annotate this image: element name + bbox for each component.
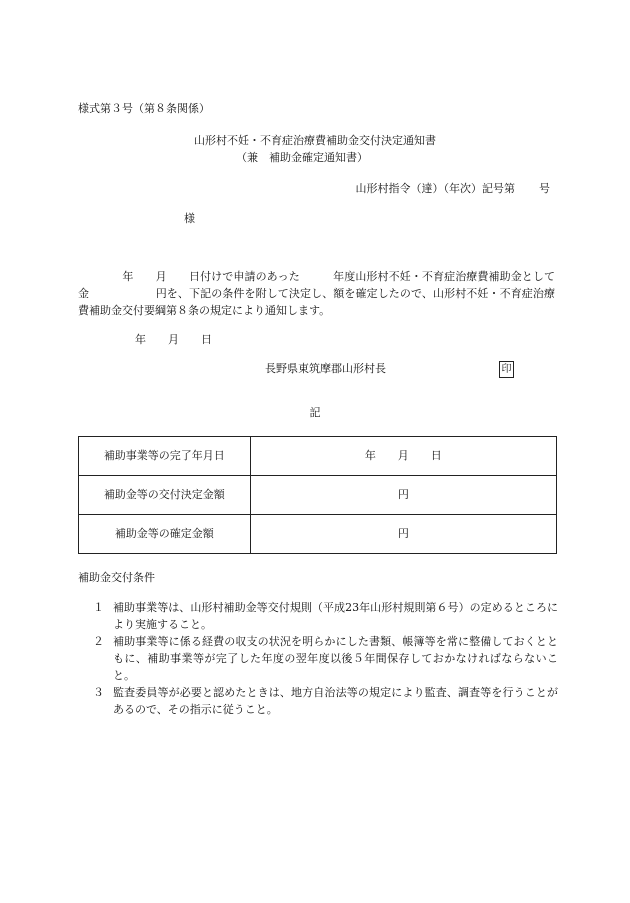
reference-suffix: 号 xyxy=(539,182,550,195)
addressee-honorific: 様 xyxy=(184,212,195,225)
condition-number: ３ xyxy=(93,686,104,699)
form-number: 様式第３号（第８条関係） xyxy=(78,102,210,115)
condition-item xyxy=(93,633,558,684)
date-month-label: 月 xyxy=(168,333,179,346)
condition-text: 監査委員等が必要と認めたときは、地方自治法等の規定により監査、調査等を行うことがあるので、その指示に従うこと。 xyxy=(113,686,558,716)
date-day-label: 日 xyxy=(201,333,212,346)
issuer-name: 長野県東筑摩郡山形村長 xyxy=(265,362,386,375)
notification-body: 年 月 日付けで申請のあった 年度山形村不妊・不育症治療費補助金として金 円を、下記の条件を附して決定し、額を確定したので、山形村不妊・不育症治療費補助金交付要綱第８条の規定により通知します。 xyxy=(78,270,555,317)
table-row xyxy=(79,476,557,515)
condition-number: ２ xyxy=(93,635,104,648)
issue-date xyxy=(135,332,212,349)
condition-text: 補助事業等は、山形村補助金等交付規則（平成23年山形村規則第６号）の定めるところにより実施すること。 xyxy=(113,601,558,631)
table-cell-label: 補助金等の交付決定金額 xyxy=(79,476,251,515)
ki-heading: 記 xyxy=(309,406,321,419)
condition-text: 補助事業等に係る経費の収支の状況を明らかにした書類、帳簿等を常に整備しておくとともに、補助事業等が完了した年度の翌年度以後５年間保存しておかなければならないこと。 xyxy=(113,635,558,682)
condition-item xyxy=(93,599,558,633)
reference-prefix: 山形村指令（達）（年次）記号第 xyxy=(355,182,515,195)
document-subtitle: （兼 補助金確定通知書） xyxy=(236,151,368,164)
table-cell-label: 補助事業等の完了年月日 xyxy=(79,437,251,476)
table-cell-value: 円 xyxy=(250,515,556,554)
conditions-heading: 補助金交付条件 xyxy=(78,571,155,584)
seal-mark: 印 xyxy=(499,361,514,378)
table-row xyxy=(79,437,557,476)
details-table xyxy=(78,436,557,554)
condition-number: １ xyxy=(93,601,104,614)
table-cell-label: 補助金等の確定金額 xyxy=(79,515,251,554)
condition-item xyxy=(93,684,558,718)
date-year-label: 年 xyxy=(135,333,146,346)
table-cell-value: 年 月 日 xyxy=(250,437,556,476)
table-cell-value: 円 xyxy=(250,476,556,515)
document-title: 山形村不妊・不育症治療費補助金交付決定通知書 xyxy=(194,134,436,147)
reference-number xyxy=(356,181,551,198)
table-row xyxy=(79,515,557,554)
